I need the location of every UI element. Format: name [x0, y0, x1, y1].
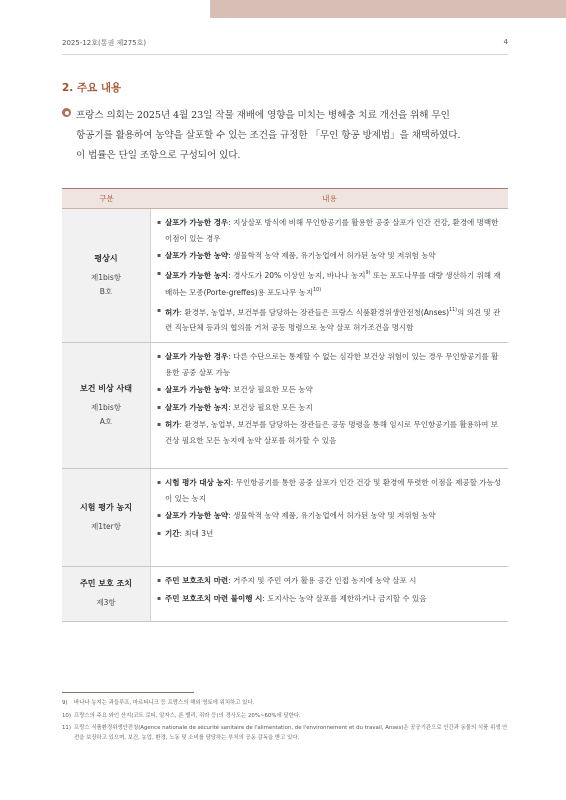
item-label: 살포가 가능한 농약	[165, 511, 229, 520]
item-label: 살포가 가능한 농지	[165, 270, 229, 280]
row-clause: A호	[99, 416, 113, 426]
table-row	[62, 567, 508, 622]
footnote-number: 10)	[62, 712, 71, 719]
row-title: 평상시	[94, 253, 118, 263]
item-text: : 도지사는 농약 살포를 제한하거나 금지할 수 있음	[262, 593, 427, 603]
header-content: 내용	[322, 194, 337, 203]
item-text: : 보건상 필요한 모든 농지	[228, 402, 313, 412]
content-item	[157, 526, 502, 542]
table-row	[62, 343, 508, 469]
item-text: : 생물학적 농약 제품, 유기농업에서 허가된 농약 및 저위험 농약	[228, 251, 436, 260]
item-label: 허가	[165, 420, 180, 429]
footnote-text: 프랑스의 주요 와인 산지(코트 로티, 알자스, 론 밸리, 쥐라 등)의 경사도는 20%~60%에 달한다.	[74, 712, 301, 719]
row-article: 제1ter항	[91, 521, 121, 531]
item-text: : 최대 3년	[179, 528, 214, 538]
item-label: 주민 보호조치 마련	[165, 576, 229, 585]
footnote-ref: 10)	[313, 288, 322, 293]
bullet-icon	[62, 108, 71, 117]
row-article: 제1bis항	[90, 402, 121, 412]
header-divider	[62, 54, 508, 55]
footnotes	[62, 699, 512, 746]
footnote-ref: 9)	[365, 270, 371, 276]
footnote-number: 9)	[62, 700, 68, 706]
row-content-cell	[151, 209, 508, 342]
item-text: : 보건상 필요한 모든 농약	[228, 385, 313, 394]
item-text: 의 의견 및 관련 직능단체 등과의 협의를 거쳐 공동 명령으로 농약 살포 허가조건을 명시함	[165, 307, 501, 332]
table-header	[62, 189, 508, 209]
item-text: 또는 포도나무를 대량 생산하기 위해 재배하는 모종(Porte-greffes)용 포도나무 농지	[165, 270, 501, 297]
row-category-cell	[62, 209, 151, 342]
item-label: 살포가 가능한 경우	[165, 218, 229, 227]
content-item	[157, 591, 502, 607]
row-title: 시험 평가 농지	[80, 502, 132, 512]
table-row	[62, 209, 508, 343]
item-label: 살포가 가능한 농약	[165, 385, 229, 394]
top-accent-band	[210, 0, 566, 18]
section-title: 2. 주요 내용	[62, 82, 122, 94]
footnote-text: 프랑스 식품환경위생안전청(Agence nationale de sécurité sanitaire de l'alimentation, de l'environnement et du travail, Anses)은 공공기관으로 인간과 동물의 식품 위생 안전을 보장하고 있으며, 보건, 농업, 환경, 노동 및 소비를 담당하는 부처의 공동 감독을 받고 있다.	[74, 725, 508, 741]
page-number: 4	[503, 38, 508, 46]
row-title: 보건 비상 사태	[80, 383, 132, 393]
row-content-cell	[151, 469, 508, 566]
content-item	[157, 508, 502, 524]
row-content-cell	[151, 567, 508, 621]
content-item	[157, 400, 502, 416]
item-text: : 환경부, 농업부, 보건부를 담당하는 장관들은 프랑스 식품환경위생안전청(Anses)	[179, 307, 449, 317]
content-item	[157, 475, 502, 506]
footnote	[62, 724, 512, 743]
item-text: : 거주지 및 주민 여가 활용 공간 인접 농지에 농약 살포 시	[228, 576, 417, 585]
item-label: 기간	[165, 528, 180, 538]
footnote-ref: 11)	[449, 307, 457, 313]
row-category-cell	[62, 343, 151, 468]
content-item	[157, 303, 502, 336]
content-item	[157, 417, 502, 448]
header-category: 구분	[99, 194, 114, 203]
row-clause: B호	[99, 286, 113, 296]
summary-table	[62, 188, 508, 622]
intro-line: 이 법률은 단일 조항으로 구성되어 있다.	[76, 150, 241, 161]
footnote-divider	[62, 692, 194, 693]
footnote	[62, 699, 512, 709]
footnote-text: 바나나 농지는 과들루프, 마르티니크 등 프랑스의 해외 영토에 위치하고 있다.	[74, 700, 255, 706]
table-body	[62, 209, 508, 622]
issue-label: 2025-12호(통권 제275호)	[62, 39, 147, 47]
item-label: 살포가 가능한 경우	[165, 352, 229, 361]
item-label: 살포가 가능한 농약	[165, 251, 229, 260]
content-item	[157, 349, 502, 380]
content-item	[157, 248, 502, 264]
item-text: : 다른 수단으로는 통제할 수 없는 심각한 보건상 위험이 있는 경우 무인항공기를 활용한 공중 살포 가능	[165, 352, 499, 377]
footnote	[62, 712, 512, 722]
item-label: 살포가 가능한 농지	[165, 402, 229, 412]
content-item	[157, 266, 502, 301]
item-text: : 생물학적 농약 제품, 유기농업에서 허가된 농약 및 저위험 농약	[228, 511, 436, 520]
table-row	[62, 469, 508, 567]
item-text: : 경사도가 20% 이상인 농지, 바나나 농지	[228, 270, 366, 280]
top-bar	[0, 0, 566, 18]
intro-line: 프랑스 의회는 2025년 4월 23일 작물 재배에 영향을 미치는 병해충 치료 개선을 위해 무인	[76, 110, 450, 121]
item-text: : 무인항공기를 통한 공중 살포가 인간 건강 및 환경에 뚜렷한 이점을 제공할 가능성이 있는 농지	[165, 478, 502, 503]
item-label: 주민 보호조치 마련 불이행 시	[165, 593, 263, 603]
content-item	[157, 573, 502, 589]
page-header	[62, 38, 508, 50]
intro-line: 항공기를 활용하여 농약을 살포할 수 있는 조건을 규정한 「무인 항공 방제법」을 채택하였다.	[76, 130, 461, 141]
item-text: : 지상살포 방식에 비해 무인항공기를 활용한 공중 살포가 인간 건강, 환경에 명백한 이점이 있는 경우	[165, 218, 499, 243]
item-label: 시험 평가 대상 농지	[165, 478, 231, 487]
item-label: 허가	[165, 307, 180, 317]
footnote-number: 11)	[62, 725, 71, 731]
row-category-cell	[62, 469, 151, 566]
row-category-cell	[62, 567, 151, 621]
content-item	[157, 215, 502, 246]
content-item	[157, 382, 502, 398]
row-article: 제3항	[96, 598, 116, 607]
row-article: 제1bis항	[90, 272, 121, 282]
item-text: : 환경부, 농업부, 보건부를 담당하는 장관들은 공동 명령을 통해 임시로 무인항공기를 활용하여 보건상 필요한 모든 농지에 농약 살포를 허가할 수 있음	[165, 420, 498, 445]
row-content-cell	[151, 343, 508, 468]
row-title: 주민 보호 조치	[80, 579, 132, 588]
